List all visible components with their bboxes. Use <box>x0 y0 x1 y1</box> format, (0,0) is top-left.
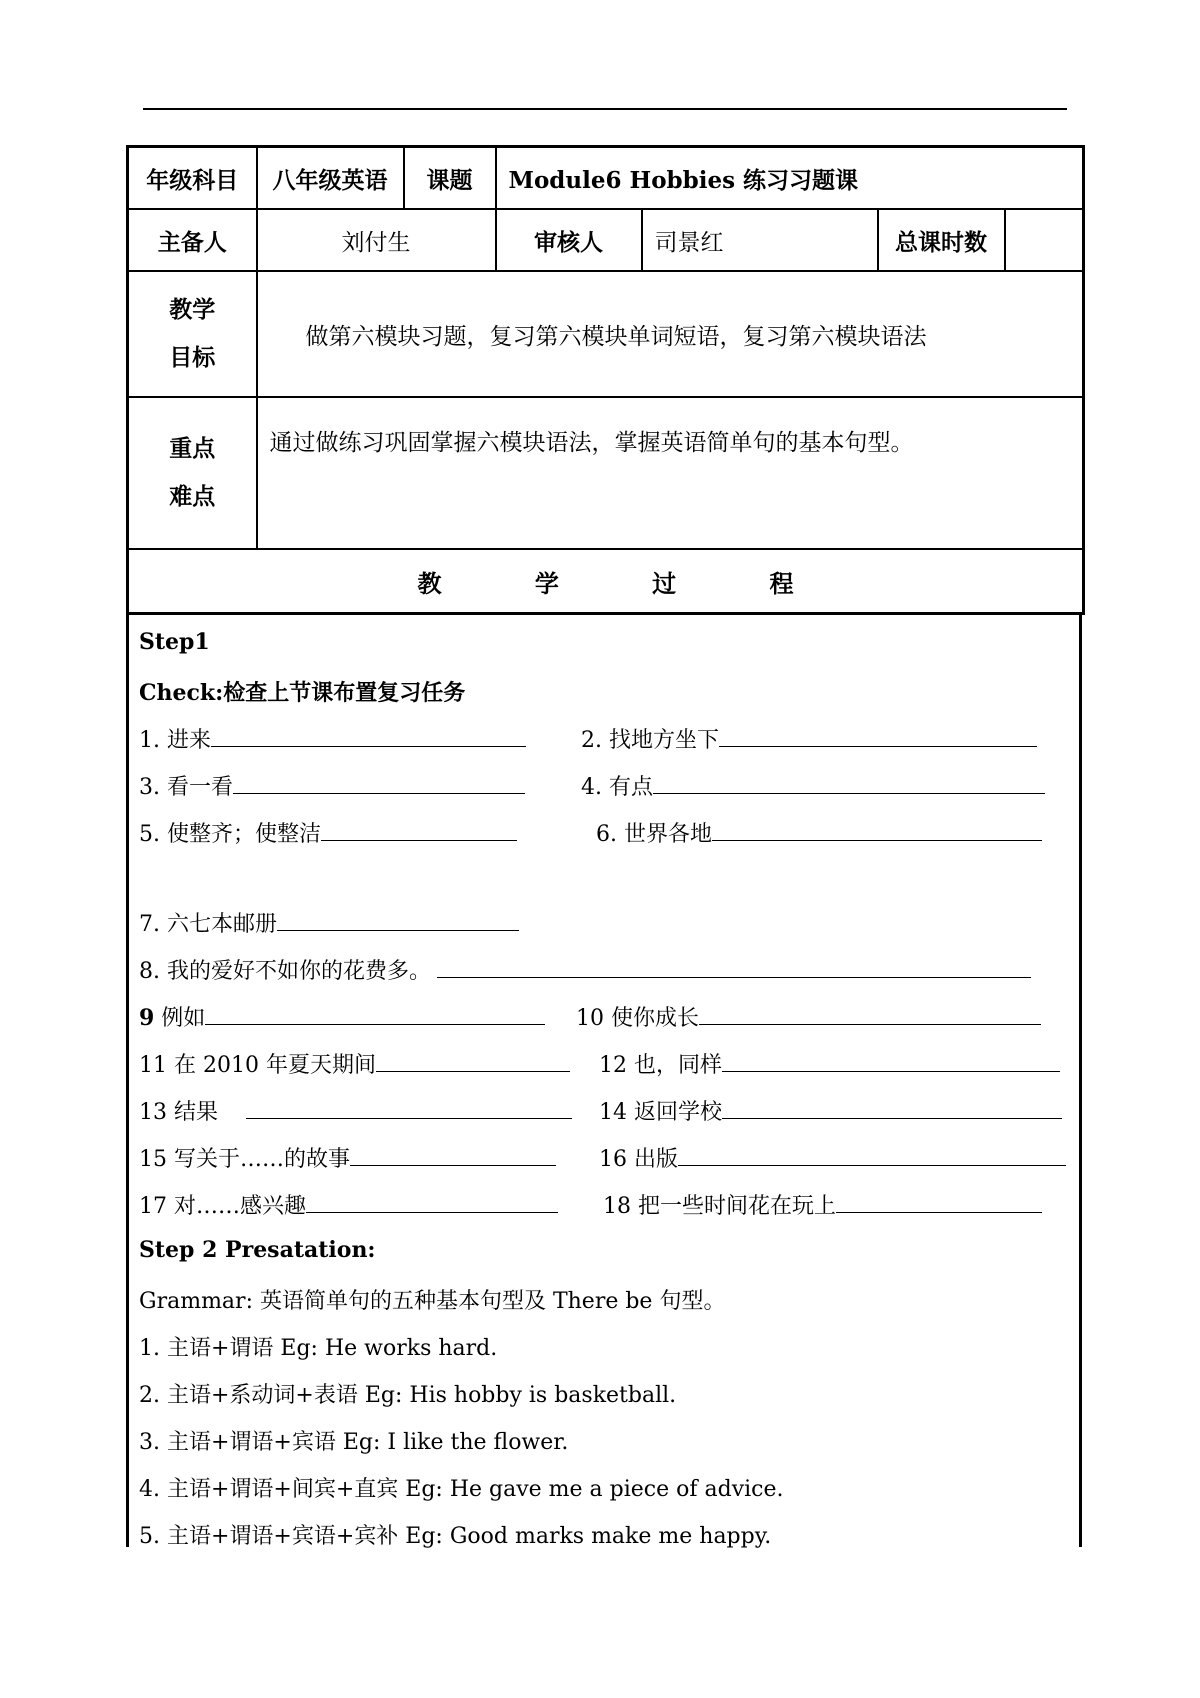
preparer-label: 主备人 <box>128 209 257 271</box>
sentence-pattern-2: 2. 主语+系动词+表语 Eg: His hobby is basketball. <box>139 1383 677 1408</box>
key-label <box>128 397 257 549</box>
total-hours-value <box>1005 209 1084 271</box>
exercise-item-6: 6. 世界各地 <box>596 817 1042 848</box>
exercise-item-11: 11 在 2010 年夏天期间 <box>139 1048 570 1079</box>
topic-label: 课题 <box>404 147 496 210</box>
process-char-1: 教 <box>417 568 442 598</box>
exercise-item-10: 10 使你成长 <box>576 1001 1041 1032</box>
sentence-pattern-5: 5. 主语+谓语+宾语+宾补 Eg: Good marks make me happy. <box>139 1524 772 1549</box>
step1-title: Step1 <box>139 629 210 655</box>
goal-text: 做第六模块习题，复习第六模块单词短语，复习第六模块语法 <box>257 271 1084 397</box>
exercise-item-18: 18 把一些时间花在玩上 <box>603 1189 1042 1220</box>
lesson-info-table <box>126 145 1085 615</box>
exercise-item-12: 12 也，同样 <box>599 1048 1060 1079</box>
key-label-line-1: 重点 <box>169 435 216 462</box>
exercise-item-1: 1. 进来 <box>139 723 526 754</box>
total-hours-label: 总课时数 <box>878 209 1005 271</box>
exercise-item-17: 17 对……感兴趣 <box>139 1189 558 1220</box>
sentence-pattern-1: 1. 主语+谓语 Eg: He works hard. <box>139 1336 498 1361</box>
exercise-item-8: 8. 我的爱好不如你的花费多。 <box>139 954 1031 985</box>
sentence-pattern-4: 4. 主语+谓语+间宾+直宾 Eg: He gave me a piece of advice. <box>139 1477 784 1502</box>
exercise-item-15: 15 写关于……的故事 <box>139 1142 556 1173</box>
exercise-item-2: 2. 找地方坐下 <box>581 723 1037 754</box>
process-char-2: 学 <box>534 568 559 598</box>
exercise-item-9: 9 例如 <box>139 1001 545 1032</box>
exercise-item-14: 14 返回学校 <box>599 1095 1062 1126</box>
exercise-item-13: 13 结果 <box>139 1095 572 1126</box>
exercise-item-5: 5. 使整齐；使整洁 <box>139 817 517 848</box>
process-char-4: 程 <box>769 568 794 598</box>
sentence-pattern-3: 3. 主语+谓语+宾语 Eg: I like the flower. <box>139 1430 569 1455</box>
goal-label-line-1: 教学 <box>169 296 216 323</box>
reviewer-value: 司景红 <box>642 209 878 271</box>
teaching-process-heading <box>128 549 1084 614</box>
grammar-intro: Grammar: 英语简单句的五种基本句型及 There be 句型。 <box>139 1289 726 1314</box>
topic-value: Module6 Hobbies 练习习题课 <box>496 147 1084 210</box>
teaching-process-body <box>126 615 1082 1547</box>
exercise-item-3: 3. 看一看 <box>139 770 525 801</box>
lesson-plan-sheet <box>126 145 1082 1547</box>
reviewer-label: 审核人 <box>496 209 642 271</box>
preparer-value: 刘付生 <box>257 209 496 271</box>
grade-subject-value: 八年级英语 <box>257 147 404 210</box>
key-text: 通过做练习巩固掌握六模块语法，掌握英语简单句的基本句型。 <box>257 397 1084 549</box>
exercise-item-7: 7. 六七本邮册 <box>139 907 519 938</box>
grade-subject-label: 年级科目 <box>128 147 257 210</box>
goal-label-line-2: 目标 <box>169 344 216 371</box>
key-label-line-2: 难点 <box>169 483 216 510</box>
process-char-3: 过 <box>652 568 677 598</box>
goal-label <box>128 271 257 397</box>
page-header-rule <box>143 108 1067 110</box>
exercise-item-4: 4. 有点 <box>581 770 1045 801</box>
step1-check: Check:检查上节课布置复习任务 <box>139 680 466 706</box>
step2-title: Step 2 Presatation: <box>139 1237 376 1263</box>
exercise-item-16: 16 出版 <box>599 1142 1066 1173</box>
